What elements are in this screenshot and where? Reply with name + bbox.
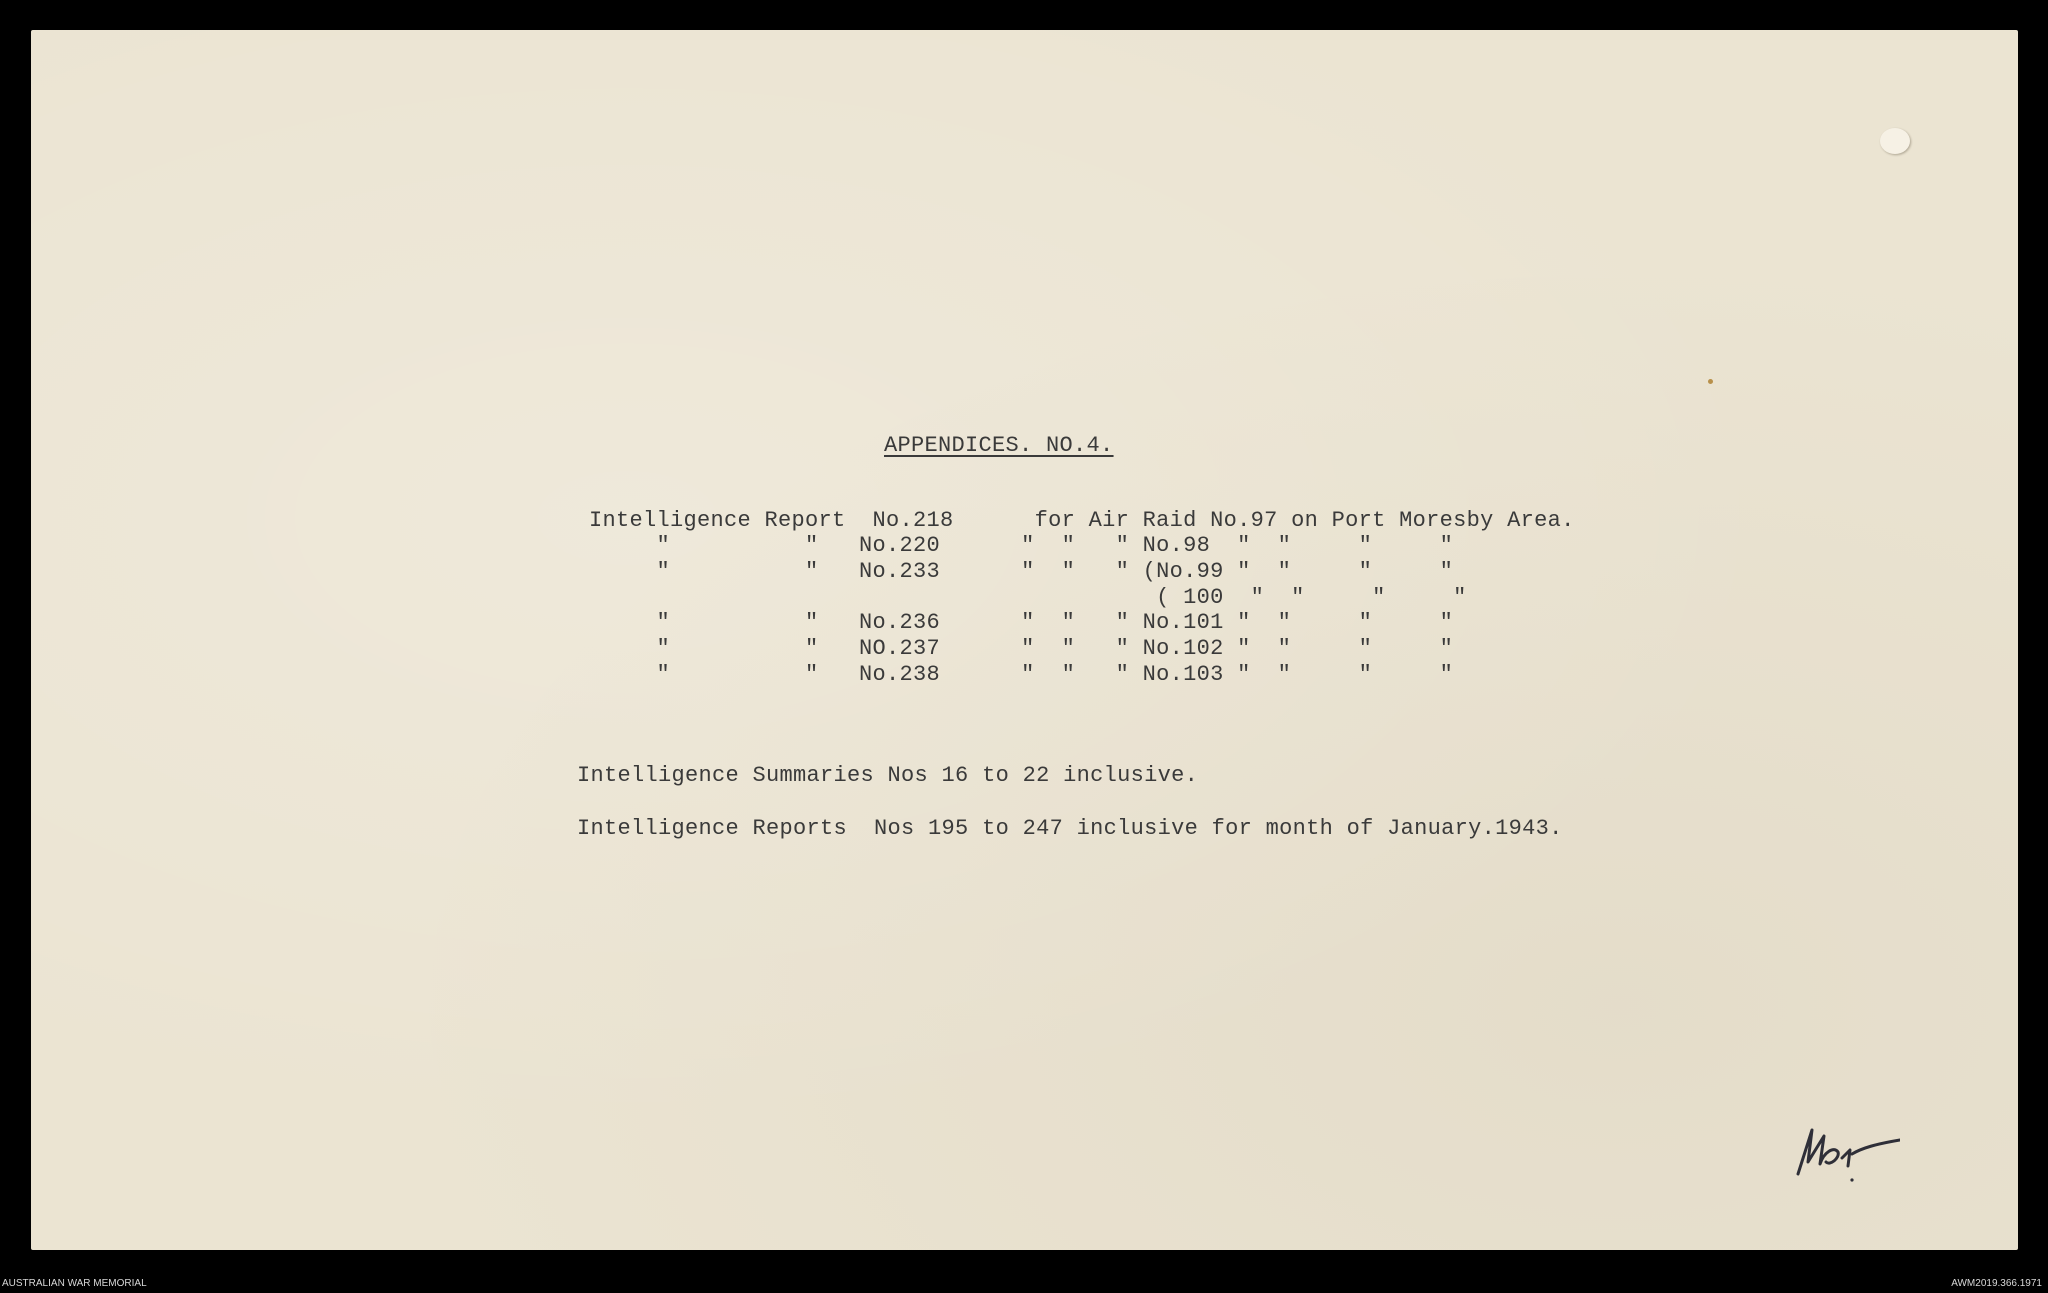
report-line: " " No.236 " " " No.101 " " " " xyxy=(589,610,1454,635)
signature-initials xyxy=(1790,1122,1900,1182)
report-line: " " No.220 " " " No.98 " " " " xyxy=(589,533,1454,558)
summaries-line: Intelligence Summaries Nos 16 to 22 inclusive. xyxy=(577,763,1199,788)
report-line: " " No.233 " " " (No.99 " " " " xyxy=(589,559,1454,584)
report-line: " " No.238 " " " No.103 " " " " xyxy=(589,662,1454,687)
punch-hole xyxy=(1880,128,1910,154)
report-line: Intelligence Report No.218 for Air Raid No.97 on Port Moresby Area. xyxy=(589,508,1575,533)
report-line: ( 100 " " " " xyxy=(589,585,1467,610)
paper-stain xyxy=(1708,379,1713,384)
page-title: APPENDICES. NO.4. xyxy=(884,433,1114,458)
footer-source: AUSTRALIAN WAR MEMORIAL xyxy=(2,1278,147,1289)
report-line: " " NO.237 " " " No.102 " " " " xyxy=(589,636,1454,661)
footer-reference: AWM2019.366.1971 xyxy=(1951,1278,2042,1289)
reports-line: Intelligence Reports Nos 195 to 247 inclusive for month of January.1943. xyxy=(577,816,1563,841)
